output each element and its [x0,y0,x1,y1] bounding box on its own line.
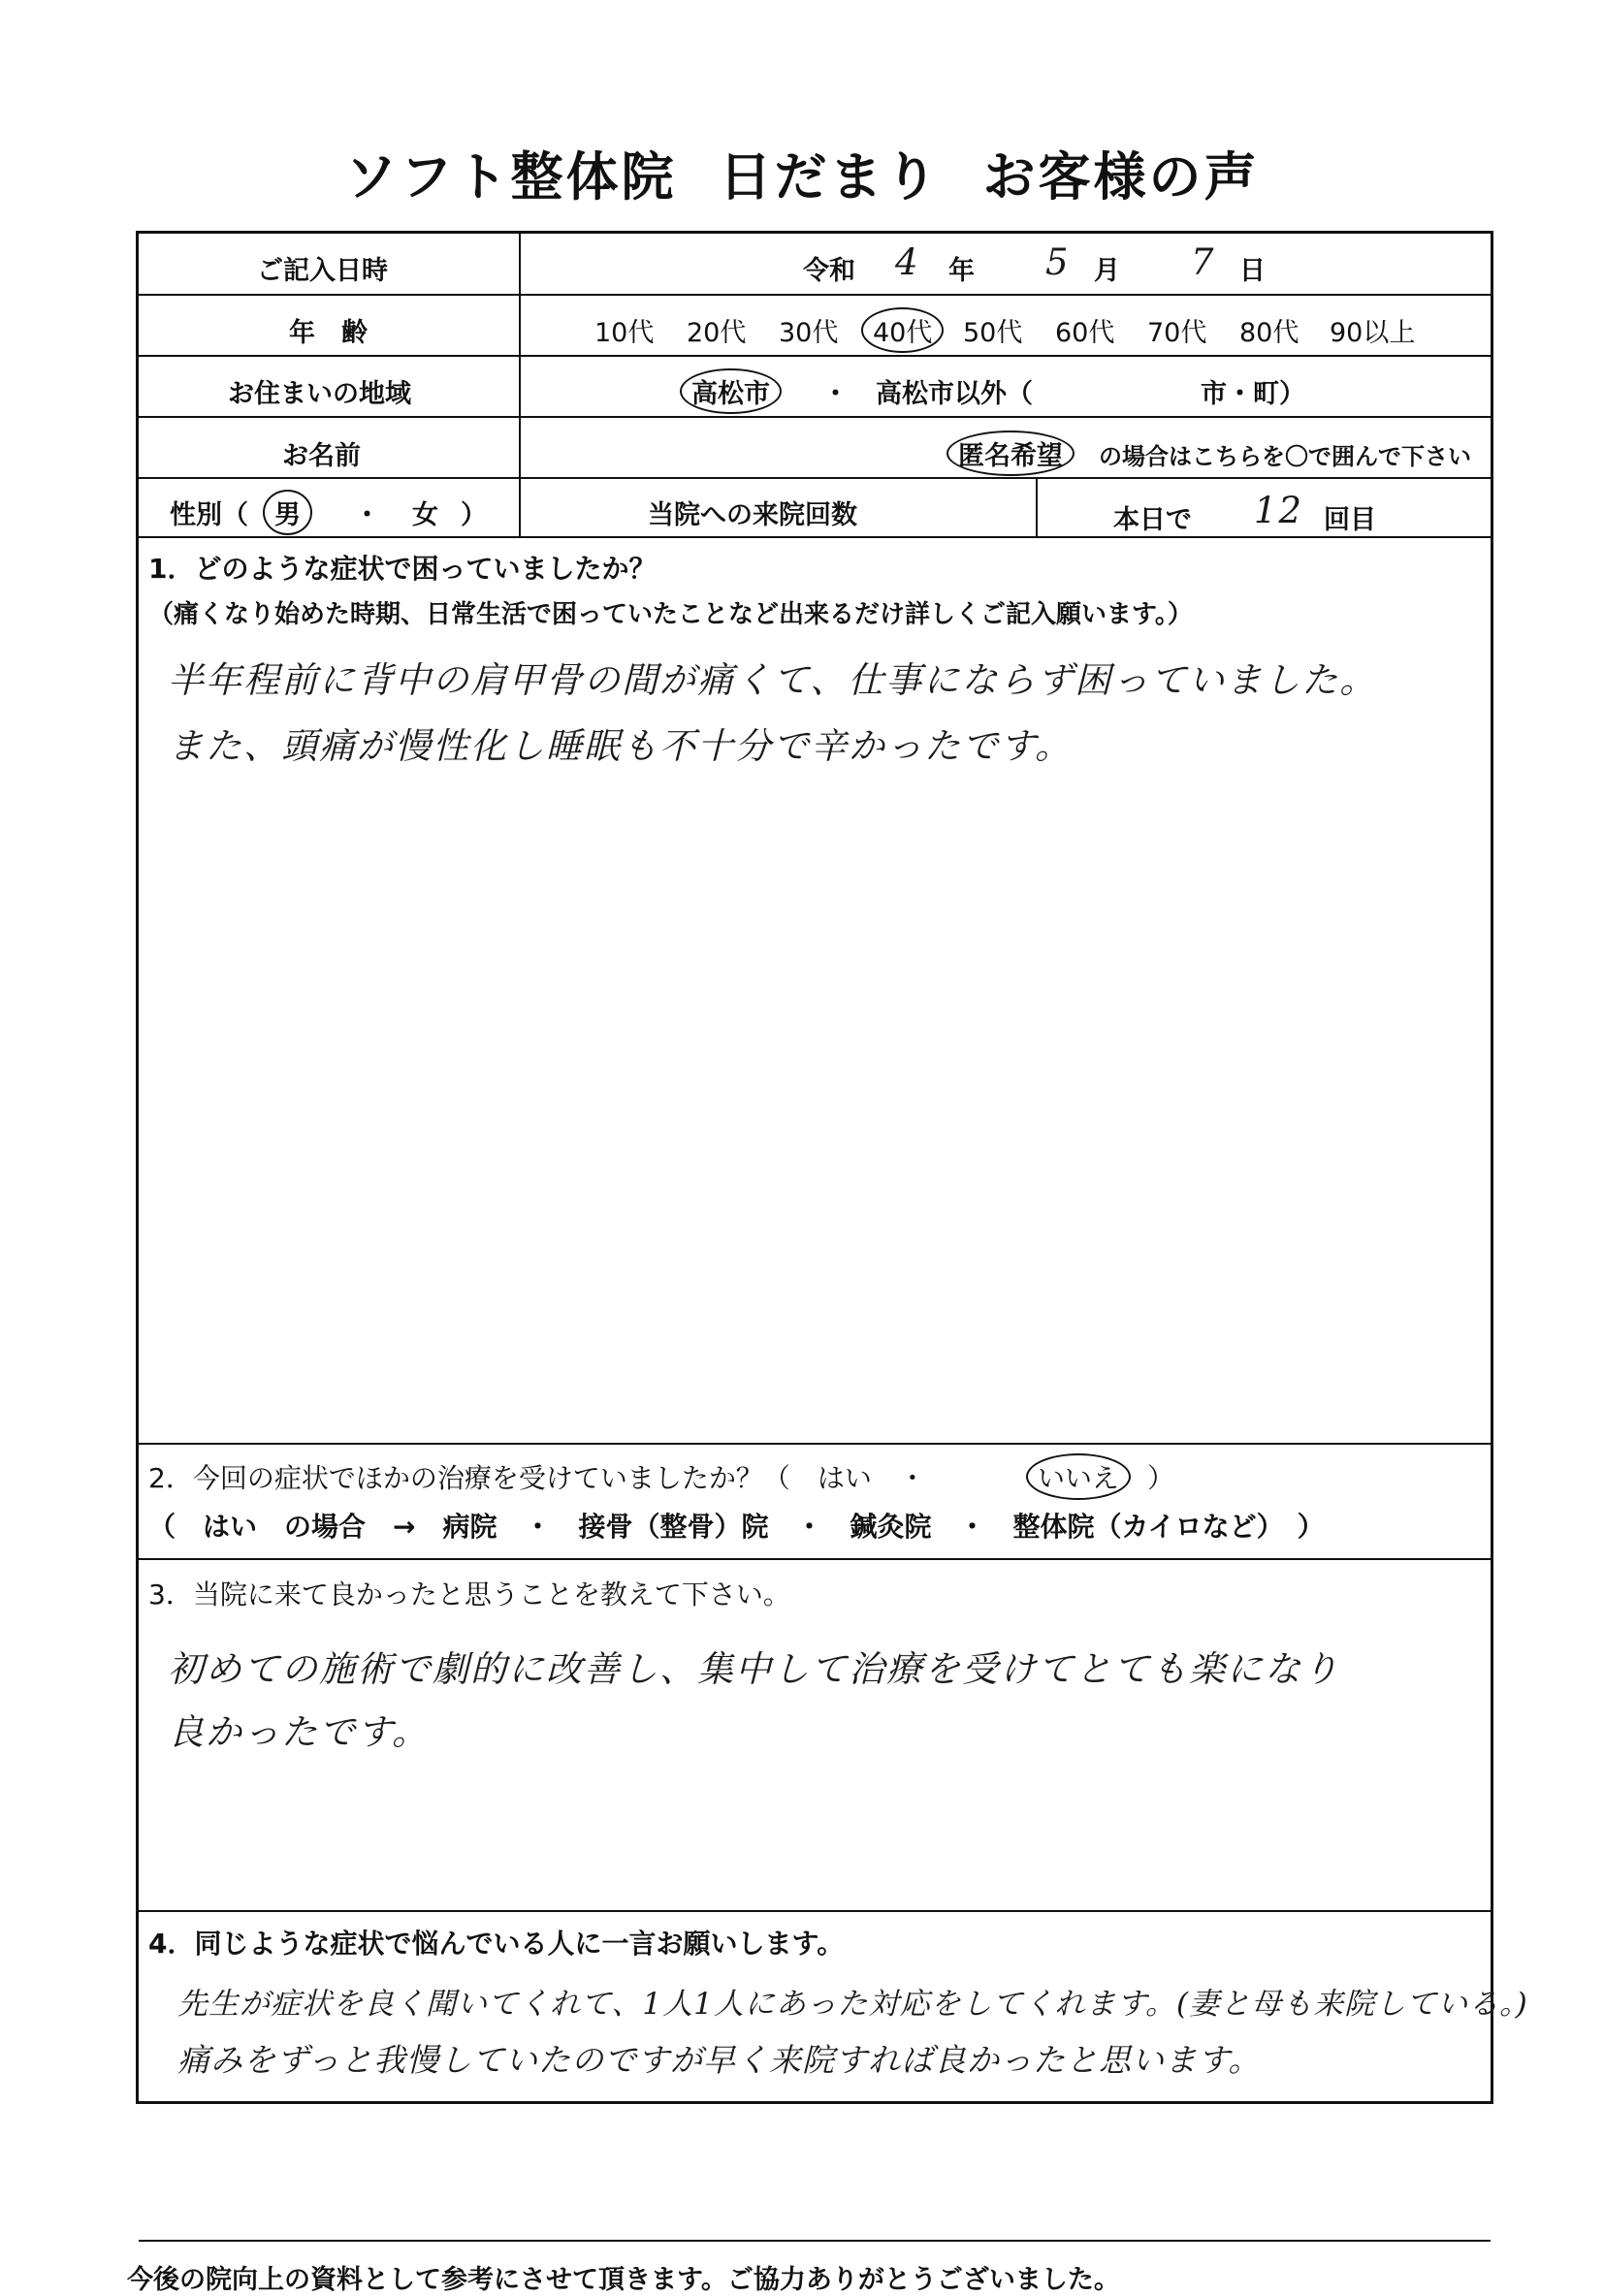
q4-answer-line1: 先生が症状を良く聞いてくれて、1人1人にあった対応をしてくれます。(妻と母も来院している。) [177,1987,1528,2022]
age-80s: 80代 [1239,318,1299,348]
age-50s: 50代 [963,318,1023,348]
gender-female: 女 [412,500,438,530]
anonymous-option: 匿名希望 [946,430,1075,476]
date-label: ご記入日時 [257,256,388,286]
anonymous-note: の場合はこちらを〇で囲んで下さい [1099,443,1471,470]
gender-label: 性別（ [170,500,248,530]
visits-divider [1036,479,1038,538]
area-suffix: 市・町） [1201,379,1305,409]
visits-prefix: 本日で [1113,505,1192,535]
q1-answer-line1: 半年程前に背中の肩甲骨の間が痛くて、仕事にならず困っていました。 [168,659,1378,701]
q1-answer-line2: また、頭痛が慢性化し睡眠も不十分で辛かったです。 [168,725,1074,767]
q2-answer-no-selected: いいえ [1026,1453,1131,1500]
age-label: 年 齢 [289,318,368,348]
clinic-name: ソフト整体院 [344,146,677,207]
q2-options: （ はい の場合 → 病院 ・ 接骨（整骨）院 ・ 鍼灸院 ・ 整体院（カイロなど） ） [148,1511,1325,1543]
q3-answer-line2: 良かったです。 [168,1711,431,1753]
q4-title: 4．同じような症状で悩んでいる人に一言お願いします。 [148,1928,845,1960]
age-40s-selected: 40代 [861,307,944,353]
area-takamatsu-selected: 高松市 [680,368,782,414]
footer-thanks: 今後の院向上の資料として参考にさせて頂きます。ご協力ありがとうございました。 [127,2265,1120,2295]
age-20s: 20代 [687,318,747,348]
date-year: 4 [895,241,920,283]
date-month-unit: 月 [1094,256,1120,286]
age-60s: 60代 [1055,318,1115,348]
gender-separator: ・ [354,500,380,530]
age-30s: 30代 [779,318,839,348]
clinic-brand: 日だまり [719,146,941,207]
area-label: お住まいの地域 [228,379,411,409]
date-month: 5 [1045,241,1071,283]
visits-suffix: 回目 [1324,505,1376,535]
area-other: 高松市以外（ [876,379,1033,409]
q4-answer-line2: 痛みをずっと我慢していたのですが早く来院すれば良かったと思います。 [177,2041,1262,2079]
date-year-unit: 年 [948,256,975,286]
header-divider [519,234,521,538]
age-10s: 10代 [594,318,655,348]
age-90plus: 90以上 [1330,318,1416,348]
q2-title: 2．今回の症状でほかの治療を受けていましたか？（ はい ・ [148,1462,926,1494]
q3-answer-line1: 初めての施術で劇的に改善し、集中して治療を受けてとても楽になり [168,1648,1340,1690]
age-70s: 70代 [1147,318,1207,348]
gender-male-selected: 男 [263,490,312,535]
gender-close: ） [461,500,487,530]
q2-close: ） [1147,1462,1175,1494]
form-subtitle: お客様の声 [982,146,1260,207]
visits-label: 当院への来院回数 [648,500,857,530]
q1-subtitle: （痛くなり始めた時期、日常生活で困っていたことなど出来るだけ詳しくご記入願います。） [148,600,1193,629]
date-day-unit: 日 [1239,256,1266,286]
feedback-form [127,231,1528,2295]
visits-count: 12 [1254,490,1304,531]
date-day: 7 [1191,241,1216,283]
date-era: 令和 [803,256,855,286]
q1-title: 1．どのような症状で困っていましたか？ [148,553,657,585]
q3-title: 3．当院に来て良かったと思うことを教えて下さい。 [148,1578,790,1610]
page-title [0,136,1604,210]
area-separator: ・ [822,379,849,409]
name-label: お名前 [282,441,361,471]
